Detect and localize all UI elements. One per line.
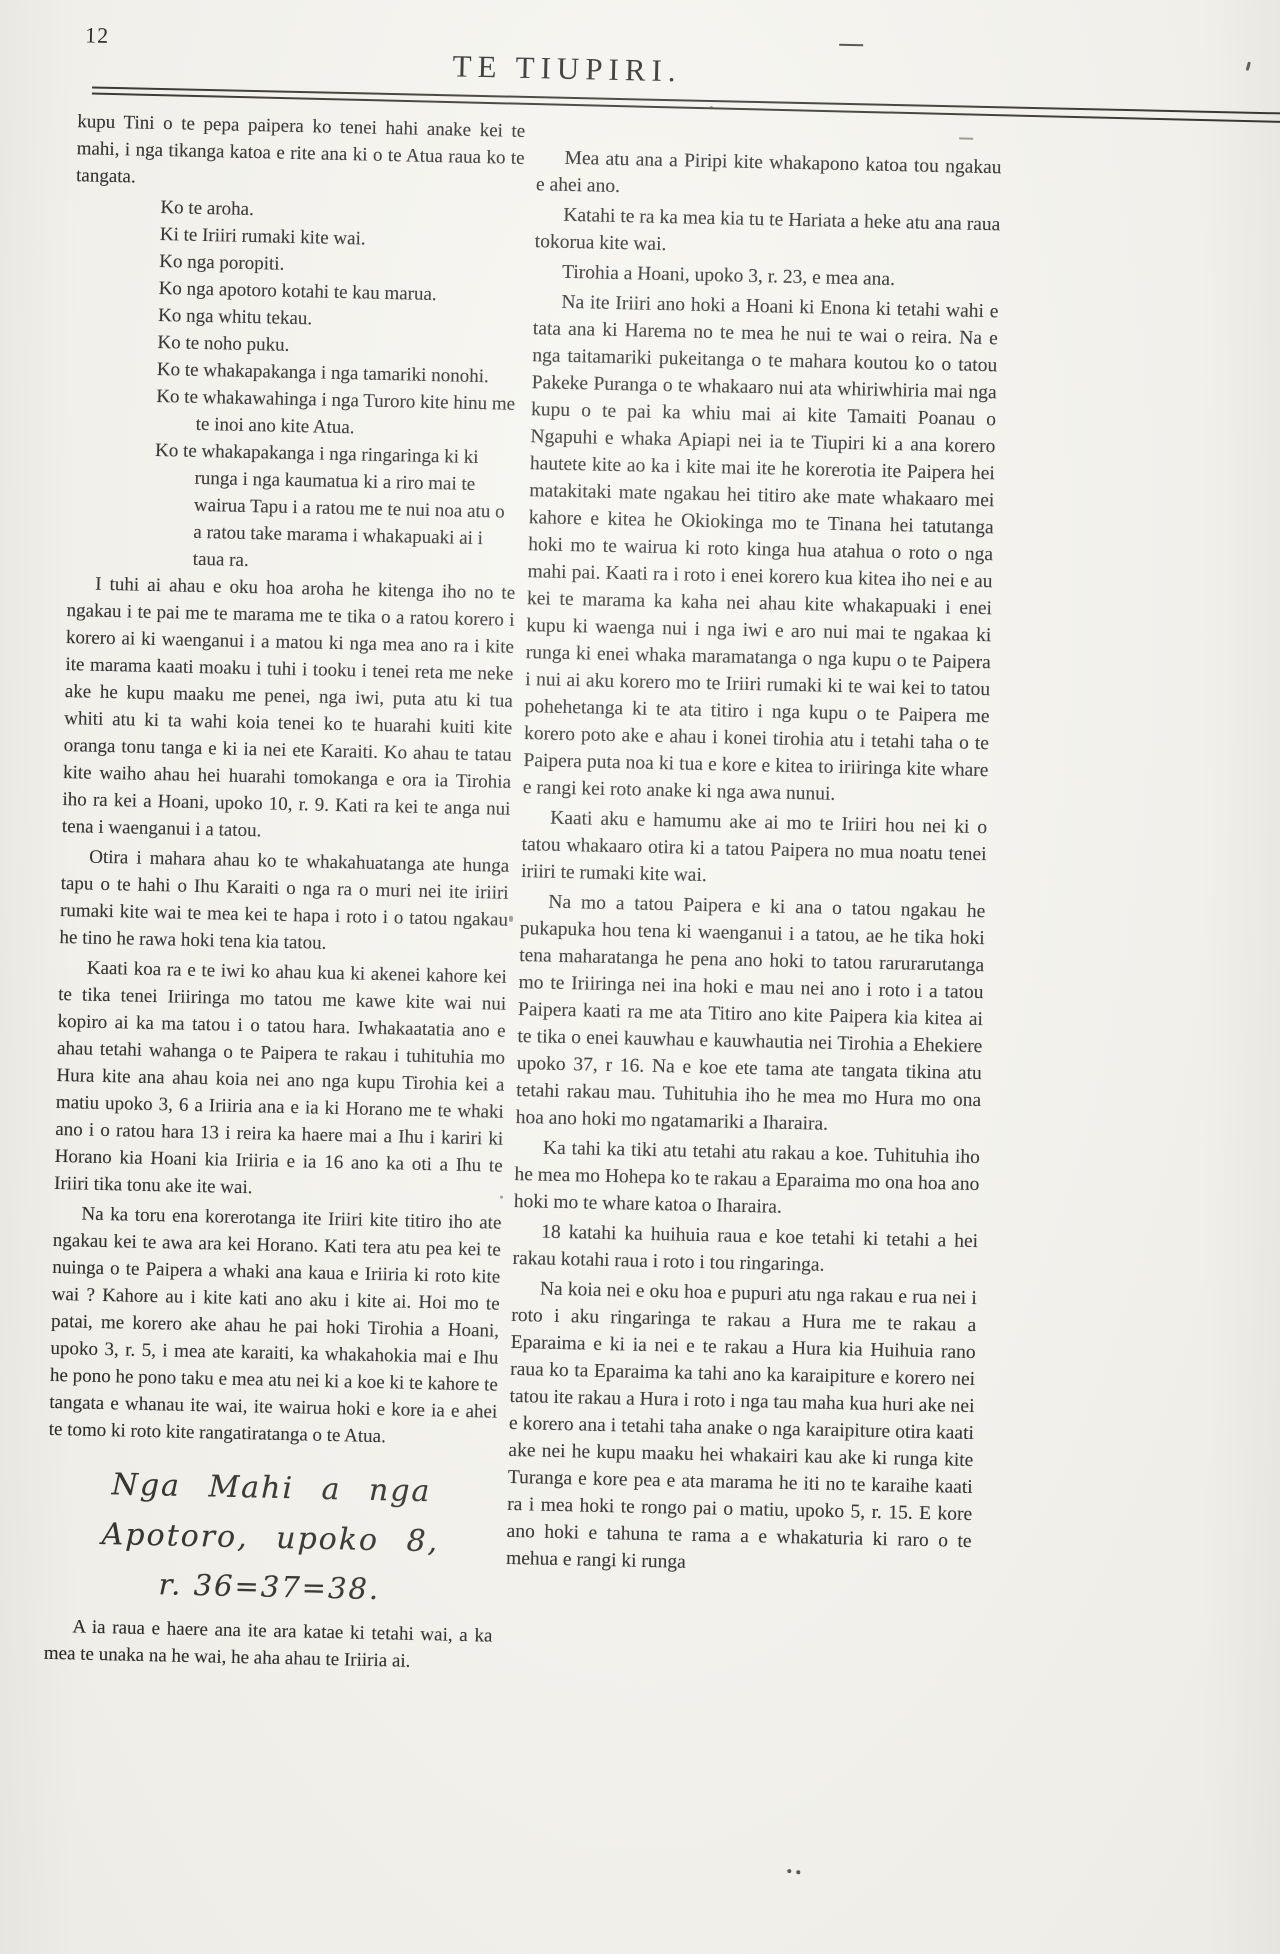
body-paragraph: Otira i mahara ahau ko te whakahuatanga ate hunga tapu o te hahi o Ihu Karaiti o nga ra o muri nei ite iriiri rumaki kite wai te mea kei te hapa i roto i o tatou ngakau he tino he rawa hoki tena kia tatou. [59,846,510,954]
body-paragraph: Tirohia a Hoani, upoko 3, r. 23, e mea ana. [561,261,896,291]
scan-speck [710,106,713,109]
scripture-heading [45,1459,496,1615]
scripture-heading-line1: Nga Mahi a nga Apotoro, upoko 8, [101,1467,440,1560]
doctrine-list [68,192,524,580]
scripture-heading-line2: r. 36=37=38. [158,1567,381,1607]
list-item: Ko nga whitu tekau. [157,304,313,330]
right-column [503,118,1002,1690]
body-paragraph: Kaati aku e hamumu ake ai mo te Iriiri hou nei ki o tatou whakaaro otira ki a tatou Paipera no mua noatu tenei iriiri te rumaki kite wai. [520,807,988,887]
paragraph-continuation: kupu Tini o te pepa paipera ko tenei hahi anake kei te mahi, i nga tikanga katoa e rite ana ki o te Atua raua ko te tangata. [75,111,526,188]
list-item: Ko te whakapakanga i nga tamariki nonohi. [156,358,489,388]
scan-speck [500,1196,503,1199]
newspaper-title: TE TIUPIRI. [452,48,682,89]
list-item: Ko te aroha. [160,197,255,221]
scan-speck [509,916,513,922]
list-item: Ko nga poropiti. [159,250,285,275]
body-paragraph: Mea atu ana a Piripi kite whakapono katoa tou ngakau e ahei ano. [535,147,1002,198]
scan-artifact-tick [1246,61,1251,70]
list-item: Ko te whakawahinga i nga Turoro kite hinu me te inoi ano kite Atua. [156,385,516,439]
body-paragraph: Na ka toru ena korerotanga ite Iriiri kite titiro iho ate ngakau kei te awa ara kei Horano. Kati tera atu pea kei te nuinga o te Paipera a whaki ana kaua e Iriiria ki roto kite wai ? Kahore au i kite kati ano aku i kite ai. Hoi mo te patai, me korero ake ahau he pai hoki Tirohia a Hoani, upoko 3, r. 5, i mea ate karaiti, ka whakahokia mai e Ihu he pono he pono taku e mea atu nei ki a koe ki te kahore te tangata e whanau ite wai, ite wairua hoki e kore ia e ahei te tomo ki roto kite rangatiratanga o te Atua. [48,1203,502,1448]
list-item: Ko nga apotoro kotahi te kau marua. [158,277,437,306]
list-item: Ko te whakapakanga i nga ringaringa ki ki runga i nga kaumatua ki a riro mai te wairua Tapu i a ratou me te nui noa atu o a ratou take marama i whakapuaki ai i taua ra. [154,439,505,572]
body-paragraph: Na koia nei e oku hoa e pupuri atu nga rakau e rua nei i roto i aku ringaringa te rakau a Hura me te rakau a Eparaima e ki ia nei e te rakau a Hura kia Huihuia rano raua ko ta Eparaima ka tahi ano ka karaipiture e korero nei tatou ite rakau a Hura i roto i nga tau maha kua huri ake nei e korero ana i tetahi taha anake o nga karaipiture otira kaati ake nei he kupu maaku hei whakairi kau ake ki runga kite Turanga e kore pea e ata marama he iti no te karaihe kaati ra i mea hoki te rongo pai o matiu, upoko 5, r. 15. E kore ano hoki e tahuna te rama a e whakaturia ki raro o te mehua e rangi ki runga [505,1278,978,1573]
scan-artifact-dash [839,44,863,47]
scan-artifact-dots [787,1869,791,1873]
scanned-page [2,0,1280,1672]
list-item: Ki te Iriiri rumaki kite wai. [159,223,366,250]
header-rule-top [92,86,1280,114]
body-paragraph: Na ite Iriiri ano hoki a Hoani ki Enona ki tetahi wahi e tata ana ki Harema no te mea he nui te wai o reira. Na e nga taitamariki pukeitanga o te mahara koutou ko o tatou Pakeke Puranga o te whakaaro nui ata whiriwhiria mai nga kupu o te pai ka whiu mai ai kite Tamaiti Poanau o Ngapuhi e whaka Apiapi nei ia te Tiupiri ki a ana korero hautete kite ao ka i kite mai ite he korerotia ite Paipera hei matakitaki mate ngakau hei titiro ake mate whakaaro mei kahore e kitea he Okiokinga mo te Tinana hei tatutanga hoki mo te wairua ki roto kinga hua atahua o roto o nga mahi pai. Kaati ra i roto i enei korero kua kitea iho nei e au kei te marama ka kaha nei ahau kite whakapuaki i enei kupu ki waenga nui i nga iwi e aro nui mai te ngakaa ki runga ki enei whaka maramatanga o nga kupu o te Paipera i nui ai aku korero mo te Iriiri rumaki ki te wai kei to tatou pohehetanga ki te ata titiro i nga kupu o te Paipera me korero poto ake e ahau i konei tirohia atu i tetahi taha o te Paipera puta noa ki tua e kore e kitea to iriiringa kite whare e rangi kei roto anake ki nga awa nunui. [522,291,999,805]
left-column [44,108,526,1679]
body-paragraph: 18 katahi ka huihuia raua e koe tetahi ki tetahi a hei rakau kotahi raua i roto i tou ringaringa. [512,1221,979,1276]
body-paragraph: Kaati koa ra e te iwi ko ahau kua ki akenei kahore kei te tika tenei Iriiringa mo tatou me kawe kite wai nui kopiro ai ka ma tatou i o tatou hara. Iwhakaatatia ano e ahau tetahi wahanga o te Paipera te rakau i tuhituhia mo Hura kite ana ahau koia nei ano nga kupu Tirohia kei a matiu upoko 3, 6 a Iriiria ana e ia ki Horano me te whaki ano i o ratou hara 13 i reira ka haere mai a Ihu i kariri ki Horano kia Hoani kia Iriiria e ia 16 ano ka oti a Ihu te Iriiri tika tonu ake ite wai. [53,957,507,1199]
page-number: 12 [84,22,110,48]
body-paragraph: Katahi te ra ka mea kia tu te Hariata a heke atu ana raua tokorua kite wai. [534,204,1001,256]
body-paragraph: Na mo a tatou Paipera e ki ana o tatou ngakau he pukapuka hou tena ki waenganui i a tatou, ae he tika hoki tena maharatanga he pena ano hoki to tatou rarurarutanga mo te Iriiringa nei ina hoki e mau nei ano i roto i a tatou Paipera kaati ra me ata Titiro ano kite Paipera kia kitea ai te tika o enei kauwhau e kauwhautia nei Tirohia a Ehekiere upoko 37, r 16. Na e koe ete tama ate tangata tikina atu tetahi rakau mau. Tuhituhia iho he mea mo Hura mo ona hoa ano hoki mo ngatamariki a Iharaira. [515,891,986,1135]
body-paragraph: A ia raua e haere ana ite ara katae ki tetahi wai, a ka mea te unaka na he wai, he aha ahau te Iriiria ai. [43,1616,493,1672]
body-paragraph: Ka tahi ka tiki atu tetahi atu rakau a koe. Tuhituhia iho he mea mo Hohepa ko te rakau a Eparaima mo ona hoa ano hoki mo te whare katoa o Iharaira. [513,1137,981,1218]
list-item: Ko te noho puku. [157,331,290,356]
text-columns [44,108,1003,1690]
body-paragraph: I tuhi ai ahau e oku hoa aroha he kitenga iho no te ngakau i te pai me te marama me te tika o a ratou korero i korero ai ki waenganui i a matou ki nga mea ano ra i kite ite marama kaati moaku i tuhi i tooku i tenei reta me neke ake he kupu maaku me penei, nga iwi, puta atu ki tua whiti atu ki ta wahi koia tenei ko te huarahi kuiti kite oranga tonu tanga e ki ia nei ete Karaiti. Ko ahau te tatau kite waiho ahau hei huarahi tomokanga e ora ia Tirohia iho ra kei a Hoani, upoko 10, r. 9. Kati ra kei te anga nui tena i waenganui i a tatou. [61,573,516,842]
scan-speck [959,137,973,139]
